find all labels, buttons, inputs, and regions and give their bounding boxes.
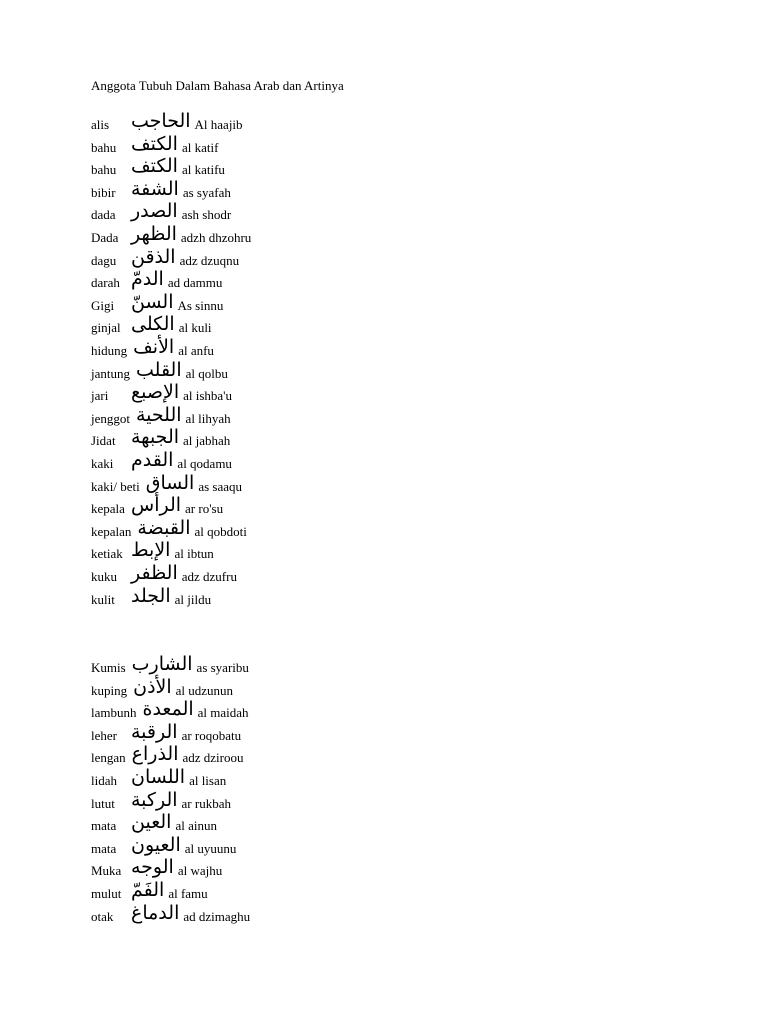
indonesian-word: Dada (91, 230, 119, 245)
transliteration: al famu (168, 886, 208, 901)
indonesian-word: ketiak (91, 546, 123, 562)
indonesian-word: kaki (91, 456, 114, 471)
indonesian-word: kulit (91, 591, 115, 607)
transliteration: al katif (181, 139, 219, 155)
indonesian-word: mata (91, 840, 117, 856)
indonesian-word: ginjal (91, 320, 121, 336)
indonesian-word: Jidat (91, 433, 116, 449)
arabic-word: الرأس (131, 494, 182, 517)
transliteration: ar ro'su (185, 501, 224, 517)
arabic-word: الفَمّ (131, 879, 165, 901)
arabic-word: الصدر (131, 200, 178, 223)
arabic-word: القدم (131, 449, 174, 471)
indonesian-word: bahu (91, 139, 117, 155)
indonesian-word: kaki/ beti (91, 478, 140, 494)
transliteration: al jildu (174, 591, 212, 607)
indonesian-word: hidung (91, 343, 128, 358)
transliteration: al katifu (181, 162, 225, 178)
arabic-word: الأذن (133, 675, 172, 698)
transliteration: ad dzimaghu (183, 908, 251, 924)
indonesian-word: kuku (91, 569, 117, 584)
arabic-word: السنّ (131, 290, 174, 313)
transliteration: ar roqobatu (181, 727, 242, 743)
transliteration: al maidah (197, 705, 249, 721)
arabic-word: العين (131, 811, 172, 834)
indonesian-word: Muka (91, 863, 122, 879)
arabic-word: الأنف (133, 336, 175, 358)
transliteration: al lisan (189, 773, 227, 788)
arabic-word: العيون (131, 833, 181, 856)
indonesian-word: leher (91, 727, 117, 743)
indonesian-word: lambunh (91, 705, 137, 721)
indonesian-word: jenggot (91, 410, 130, 426)
transliteration: adzh dhzohru (180, 230, 252, 245)
indonesian-word: lutut (91, 795, 115, 811)
arabic-word: القلب (136, 358, 182, 381)
transliteration: As sinnu (177, 297, 224, 313)
arabic-word: الذراع (131, 743, 179, 766)
arabic-word: الإصبع (131, 381, 180, 404)
arabic-word: الدمّ (131, 268, 164, 291)
arabic-word: الظفر (131, 562, 178, 584)
indonesian-word: jari (91, 388, 109, 404)
indonesian-word: kuping (91, 682, 128, 698)
transliteration: as syafah (182, 184, 231, 200)
indonesian-word: Kumis (91, 660, 126, 675)
arabic-word: الرقبة (131, 720, 178, 743)
transliteration: adz dzufru (181, 569, 237, 584)
transliteration: al jabhah (183, 433, 231, 449)
transliteration: al ibtun (174, 546, 214, 562)
indonesian-word: mulut (91, 886, 122, 901)
indonesian-word: jantung (91, 365, 130, 381)
arabic-word: الإبط (131, 539, 171, 562)
transliteration: ad dammu (167, 275, 223, 291)
transliteration: as syaribu (196, 660, 249, 675)
indonesian-word: mata (91, 818, 117, 834)
indonesian-word: Gigi (91, 297, 115, 313)
indonesian-word: lidah (91, 773, 117, 788)
arabic-word: الوجه (131, 856, 174, 879)
transliteration: as saaqu (198, 478, 242, 494)
arabic-word: الظهر (131, 223, 177, 245)
arabic-word: الجلد (131, 584, 171, 607)
transliteration: adz dzuqnu (179, 252, 240, 268)
arabic-word: الشارب (131, 653, 193, 675)
arabic-word: الجبهة (131, 426, 180, 449)
transliteration: al ishba'u (183, 388, 233, 404)
arabic-word: الذقن (131, 245, 176, 268)
indonesian-word: bahu (91, 162, 117, 178)
transliteration: al ainun (175, 818, 217, 834)
transliteration: al wajhu (177, 863, 223, 879)
transliteration: ar rukbah (181, 795, 231, 811)
indonesian-word: darah (91, 275, 120, 291)
arabic-word: الشفة (131, 177, 179, 200)
indonesian-word: kepalan (91, 523, 132, 539)
indonesian-word: dagu (91, 252, 117, 268)
transliteration: ash shodr (181, 207, 232, 223)
transliteration: al udzunun (175, 682, 234, 698)
transliteration: al uyuunu (184, 840, 237, 856)
transliteration: al qodamu (177, 456, 232, 471)
arabic-word: الحاجب (131, 110, 191, 132)
transliteration: al lihyah (185, 410, 231, 426)
arabic-word: المعدة (142, 698, 194, 721)
arabic-word: اللحية (136, 403, 182, 426)
indonesian-word: alis (91, 117, 110, 132)
arabic-word: الكتف (131, 132, 178, 155)
arabic-word: اللسان (131, 766, 186, 788)
transliteration: al qolbu (185, 365, 228, 381)
arabic-word: الدماغ (131, 901, 180, 924)
arabic-word: الكتف (131, 155, 178, 178)
transliteration: al kuli (178, 320, 212, 336)
arabic-word: الكلى (131, 313, 175, 336)
indonesian-word: dada (91, 207, 116, 223)
document-title: Anggota Tubuh Dalam Bahasa Arab dan Artinya (91, 78, 344, 93)
arabic-word: الساق (145, 471, 195, 494)
transliteration: Al haajib (194, 117, 243, 132)
transliteration: adz dziroou (182, 750, 244, 766)
arabic-word: القبضة (137, 516, 191, 539)
indonesian-word: otak (91, 908, 114, 924)
indonesian-word: kepala (91, 501, 125, 517)
arabic-word: الركبة (131, 788, 178, 811)
indonesian-word: bibir (91, 184, 116, 200)
transliteration: al anfu (178, 343, 214, 358)
indonesian-word: lengan (91, 750, 126, 766)
transliteration: al qobdoti (194, 523, 247, 539)
